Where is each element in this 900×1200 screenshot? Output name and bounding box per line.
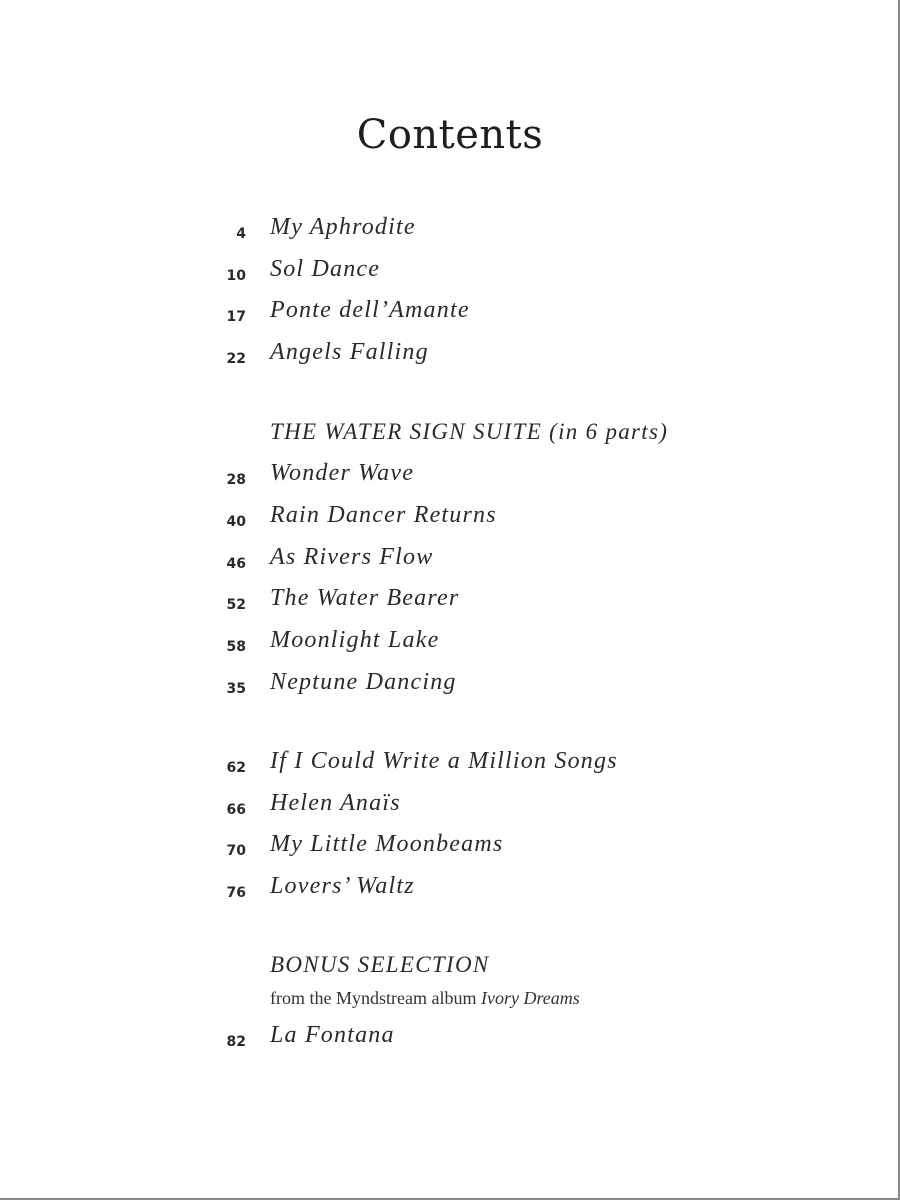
page-number: 28: [226, 472, 246, 488]
song-title: If I Could Write a Million Songs: [270, 748, 618, 774]
bonus-album-name: Ivory Dreams: [480, 988, 580, 1008]
page-number: 17: [226, 309, 246, 325]
section-heading-bonus-selection: BONUS SELECTION: [270, 952, 490, 977]
toc-entry[interactable]: [0, 297, 900, 337]
bonus-note: [270, 988, 580, 1009]
toc-entry[interactable]: [0, 669, 900, 709]
song-title: The Water Bearer: [270, 585, 460, 611]
song-title: My Aphrodite: [270, 214, 416, 240]
page-number: 22: [226, 351, 246, 367]
toc-entry[interactable]: [0, 831, 900, 871]
page-number: 62: [226, 760, 246, 776]
toc-entry[interactable]: [0, 214, 900, 254]
page-number: 52: [226, 597, 246, 613]
page-number: 35: [226, 681, 246, 697]
page-number: 76: [226, 885, 246, 901]
toc-entry[interactable]: [0, 585, 900, 625]
section-heading-water-sign-suite: THE WATER SIGN SUITE (in 6 parts): [270, 419, 669, 444]
toc-entry[interactable]: [0, 544, 900, 584]
page-number: 46: [226, 556, 246, 572]
toc-entry[interactable]: [0, 748, 900, 788]
toc-entry[interactable]: [0, 460, 900, 500]
toc-entry[interactable]: [0, 256, 900, 296]
page-number: 10: [226, 268, 246, 284]
song-title: Neptune Dancing: [270, 669, 457, 695]
page-title: Contents: [356, 112, 544, 158]
song-title: As Rivers Flow: [270, 544, 434, 570]
song-title: Lovers’ Waltz: [270, 873, 415, 899]
song-title: Angels Falling: [270, 339, 429, 365]
page-number: 4: [236, 226, 246, 242]
song-title: My Little Moonbeams: [270, 831, 504, 857]
song-title: Ponte dell’Amante: [270, 297, 470, 323]
song-title: Helen Anaïs: [270, 790, 401, 816]
toc-entry[interactable]: [0, 339, 900, 379]
song-title: Moonlight Lake: [270, 627, 440, 653]
song-title: Wonder Wave: [270, 460, 415, 486]
toc-entry[interactable]: [0, 502, 900, 542]
song-title: Sol Dance: [270, 256, 381, 282]
toc-entry[interactable]: [0, 1022, 900, 1062]
toc-entry[interactable]: [0, 790, 900, 830]
page-number: 58: [226, 639, 246, 655]
page-number: 70: [226, 843, 246, 859]
toc-entry[interactable]: [0, 873, 900, 913]
page-number: 40: [226, 514, 246, 530]
toc-entry[interactable]: [0, 627, 900, 667]
page-number: 82: [226, 1034, 246, 1050]
song-title: La Fontana: [270, 1022, 395, 1048]
page-number: 66: [226, 802, 246, 818]
bonus-note-prefix: from the Myndstream album: [270, 988, 481, 1008]
song-title: Rain Dancer Returns: [270, 502, 497, 528]
